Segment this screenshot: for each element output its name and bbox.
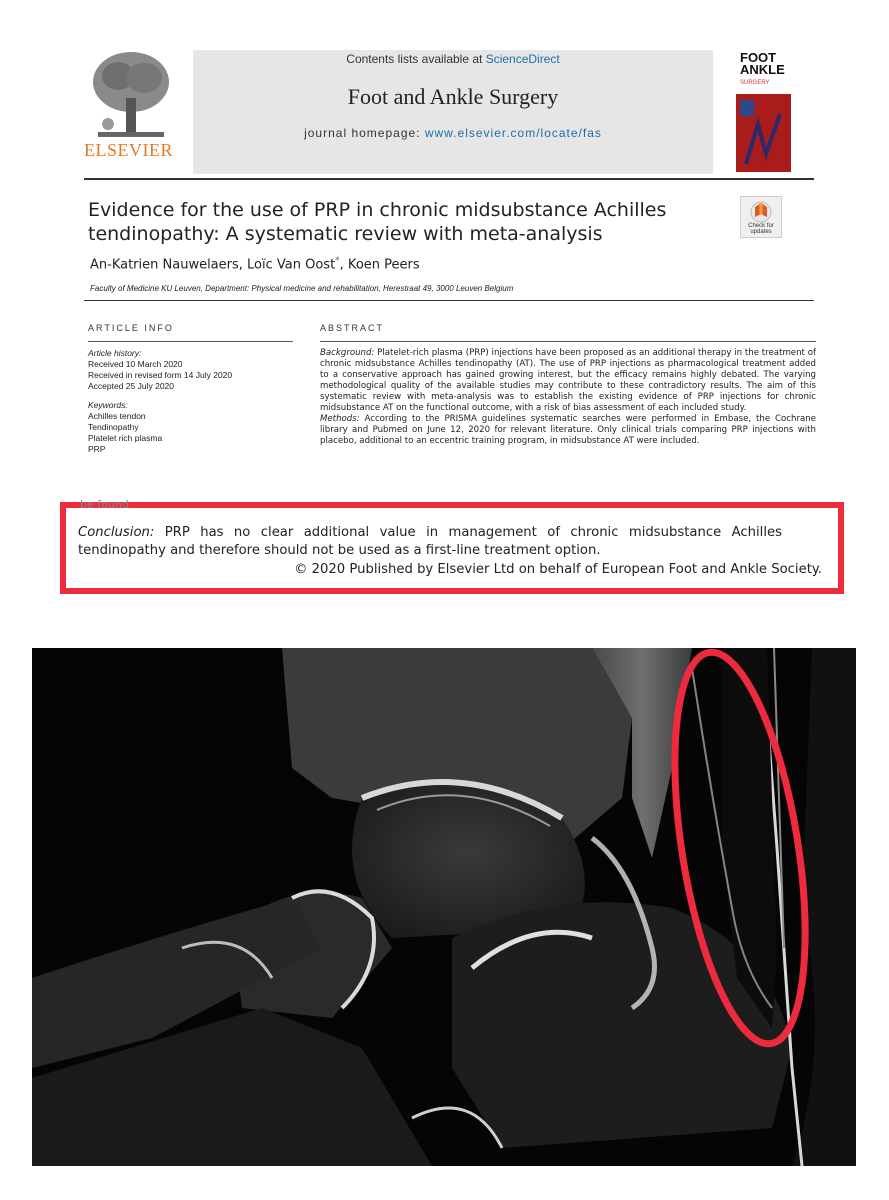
- keywords-label: Keywords:: [88, 400, 128, 410]
- methods-label: Methods:: [320, 414, 360, 424]
- journal-cover: [736, 50, 791, 172]
- background-label: Background:: [320, 348, 375, 358]
- homepage-link[interactable]: www.elsevier.com/locate/fas: [424, 126, 602, 140]
- journal-homepage: [193, 126, 713, 140]
- cover-image: [736, 94, 791, 172]
- contents-line: [193, 52, 713, 66]
- contents-prefix: Contents lists available at: [346, 52, 486, 66]
- article-info-panel: [88, 348, 293, 455]
- accepted-date: Accepted 25 July 2020: [88, 381, 175, 391]
- received-date: Received 10 March 2020: [88, 359, 183, 369]
- cover-line-1: FOOT: [740, 50, 777, 65]
- sciencedirect-link[interactable]: ScienceDirect: [485, 52, 560, 66]
- corresponding-author-mark[interactable]: *: [335, 256, 340, 266]
- article-title: Evidence for the use of PRP in chronic midsubstance Achilles tendinopathy: A systematic review with meta-analysis: [88, 199, 667, 245]
- homepage-prefix: journal homepage:: [304, 126, 425, 140]
- elsevier-wordmark: ELSEVIER: [84, 140, 173, 160]
- keyword-item: Platelet rich plasma: [88, 433, 163, 443]
- cover-line-2: ANKLE: [740, 62, 785, 77]
- background-text: Platelet-rich plasma (PRP) injections have been proposed as an additional therapy in the treatment of chronic midsubstance Achilles tendinopathy (AT). The use of PRP injections as pharmacological treatment added to a conservative approach has gained growing interest, but the efficacy remains highly debated. The varying methodological quality of the available studies may contribute to these contradictory results. The aim of this systematic review with meta-analysis was to establish the existing evidence of PRP injections for chronic midsubstance AT on the functional outcome, with a risk of bias assessment of each included study.: [320, 348, 816, 413]
- conclusion-label: Conclusion:: [78, 525, 155, 540]
- affiliation-divider: [84, 300, 814, 301]
- conclusion-body: PRP has no clear additional value in management of chronic midsubstance Achilles tendinopathy and therefore should not be used as a first-line treatment option.: [78, 525, 782, 558]
- elsevier-tree-logo: [88, 48, 174, 140]
- authors-main: An-Katrien Nauwelaers, Loïc Van Oost: [90, 257, 336, 273]
- methods-text: According to the PRISMA guidelines systematic searches were performed in Embase, the Cochrane library and Pubmed on June 12, 2020 for relevant literature. Only clinical trials comparing PRP injections with placebo, additional to an eccentric training program, in midsubstance AT were included.: [320, 414, 816, 446]
- authors-tail: , Koen Peers: [339, 257, 420, 273]
- keyword-item: Achilles tendon: [88, 411, 146, 421]
- header-divider: [84, 178, 814, 180]
- cover-title: [740, 52, 785, 76]
- check-for-updates-badge[interactable]: [740, 196, 782, 238]
- revised-date: Received in revised form 14 July 2020: [88, 370, 233, 380]
- mri-ankle-image: [32, 648, 856, 1166]
- abstract-text: [320, 348, 816, 476]
- conclusion-highlight-box: [60, 498, 844, 594]
- conclusion-text: [78, 524, 782, 560]
- keyword-item: Tendinopathy: [88, 422, 139, 432]
- article-info-rule: [88, 341, 293, 342]
- history-label: Article history:: [88, 348, 142, 358]
- affiliation: Faculty of Medicine KU Leuven, Department: Physical medicine and rehabilitation, Herestraat 49, 3000 Leuven Belgium: [90, 284, 514, 293]
- abstract-heading: ABSTRACT: [320, 323, 385, 333]
- article-info-heading: ARTICLE INFO: [88, 323, 174, 333]
- cover-line-3: SURGERY: [740, 80, 770, 86]
- keyword-item: PRP: [88, 444, 106, 454]
- cut-off-text: be found.: [80, 498, 133, 511]
- mri-scan-drawing: [32, 648, 856, 1166]
- check-updates-label: Check for updates: [748, 223, 774, 235]
- copyright-line: © 2020 Published by Elsevier Ltd on behalf of European Foot and Ankle Society.: [294, 562, 822, 577]
- abstract-rule: [320, 341, 816, 342]
- journal-name: Foot and Ankle Surgery: [347, 84, 559, 109]
- author-list: [90, 256, 420, 272]
- journal-header-band: [193, 50, 713, 174]
